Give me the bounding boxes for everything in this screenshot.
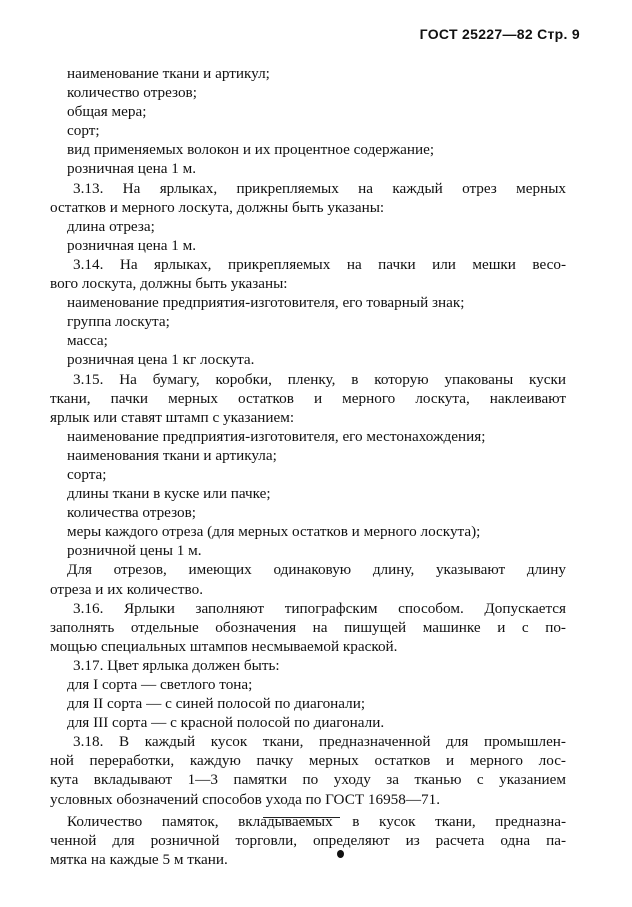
text-line: остатков и мерного лоскута, должны быть указаны:	[50, 198, 385, 216]
text-line: вого лоскута, должны быть указаны:	[50, 275, 288, 293]
text-line: 3.18. В каждый кусок ткани, предназначенной для промышлен-	[73, 733, 566, 751]
text-line: розничной цены 1 м.	[67, 542, 202, 560]
body-text	[50, 64, 566, 869]
text-line: розничная цена 1 м.	[67, 160, 197, 178]
text-line: отреза и их количество.	[50, 580, 204, 598]
text-line: ченной для розничной торговли, определяют из расчета одна па-	[50, 831, 566, 849]
text-line: группа лоскута;	[67, 313, 170, 331]
text-line: наименование ткани и артикул;	[67, 65, 270, 82]
text-line: 3.15. На бумагу, коробки, пленку, в которую упакованы куски	[73, 370, 566, 388]
text-line: кута вкладывают 1—3 памятки по уходу за тканью с указанием	[50, 771, 566, 789]
text-line: 3.16. Ярлыки заполняют типографским способом. Допускается	[73, 599, 566, 617]
text-line: ярлык или ставят штамп с указанием:	[50, 408, 295, 426]
text-line: наименование предприятия-изготовителя, его товарный знак;	[67, 294, 465, 312]
text-line: наименования ткани и артикула;	[67, 446, 277, 464]
text-line: Количество памяток, вкладываемых в кусок ткани, предназна-	[67, 812, 566, 830]
text-line: ной переработки, каждую пачку мерных остатков и мерного лос-	[50, 752, 566, 770]
text-line: длины ткани в куске или пачке;	[67, 485, 271, 503]
text-line: заполнять отдельные обозначения на пишущей машинке и с по-	[50, 618, 566, 636]
text-line: ткани, пачки мерных остатков и мерного лоскута, наклеивают	[50, 389, 566, 407]
text-line: меры каждого отреза (для мерных остатков и мерного лоскута);	[67, 523, 481, 541]
text-line: мощью специальных штампов несмываемой краской.	[50, 637, 398, 655]
text-line: длина отреза;	[67, 217, 155, 235]
text-line: розничная цена 1 кг лоскута.	[67, 351, 255, 369]
text-line: количества отрезов;	[67, 504, 196, 522]
text-line: сорт;	[67, 122, 100, 140]
page-dot-mark	[337, 850, 344, 858]
text-line: 3.14. На ярлыках, прикрепляемых на пачки или мешки весо-	[73, 255, 566, 273]
text-line: условных обозначений способов ухода по ГОСТ 16958—71.	[50, 790, 441, 808]
text-line: для II сорта — с синей полосой по диагонали;	[67, 695, 366, 713]
text-line: количество отрезов;	[67, 84, 197, 102]
text-line: 3.17. Цвет ярлыка должен быть:	[73, 656, 280, 674]
text-line: сорта;	[67, 465, 107, 483]
text-line: 3.13. На ярлыках, прикрепляемых на каждый отрез мерных	[73, 179, 566, 197]
text-line: Для отрезов, имеющих одинаковую длину, указывают длину	[67, 561, 566, 579]
footer-divider	[263, 817, 340, 818]
text-line: наименование предприятия-изготовителя, его местонахождения;	[67, 427, 486, 445]
text-line: розничная цена 1 м.	[67, 236, 197, 254]
text-line: масса;	[67, 332, 108, 350]
text-line: для III сорта — с красной полосой по диагонали.	[67, 714, 385, 732]
text-line: общая мера;	[67, 103, 147, 121]
text-line: мятка на каждые 5 м ткани.	[50, 850, 228, 868]
text-line: для I сорта — светлого тона;	[67, 676, 253, 693]
text-line: вид применяемых волокон и их процентное содержание;	[67, 141, 435, 159]
page-header: ГОСТ 25227—82 Стр. 9	[419, 26, 580, 42]
